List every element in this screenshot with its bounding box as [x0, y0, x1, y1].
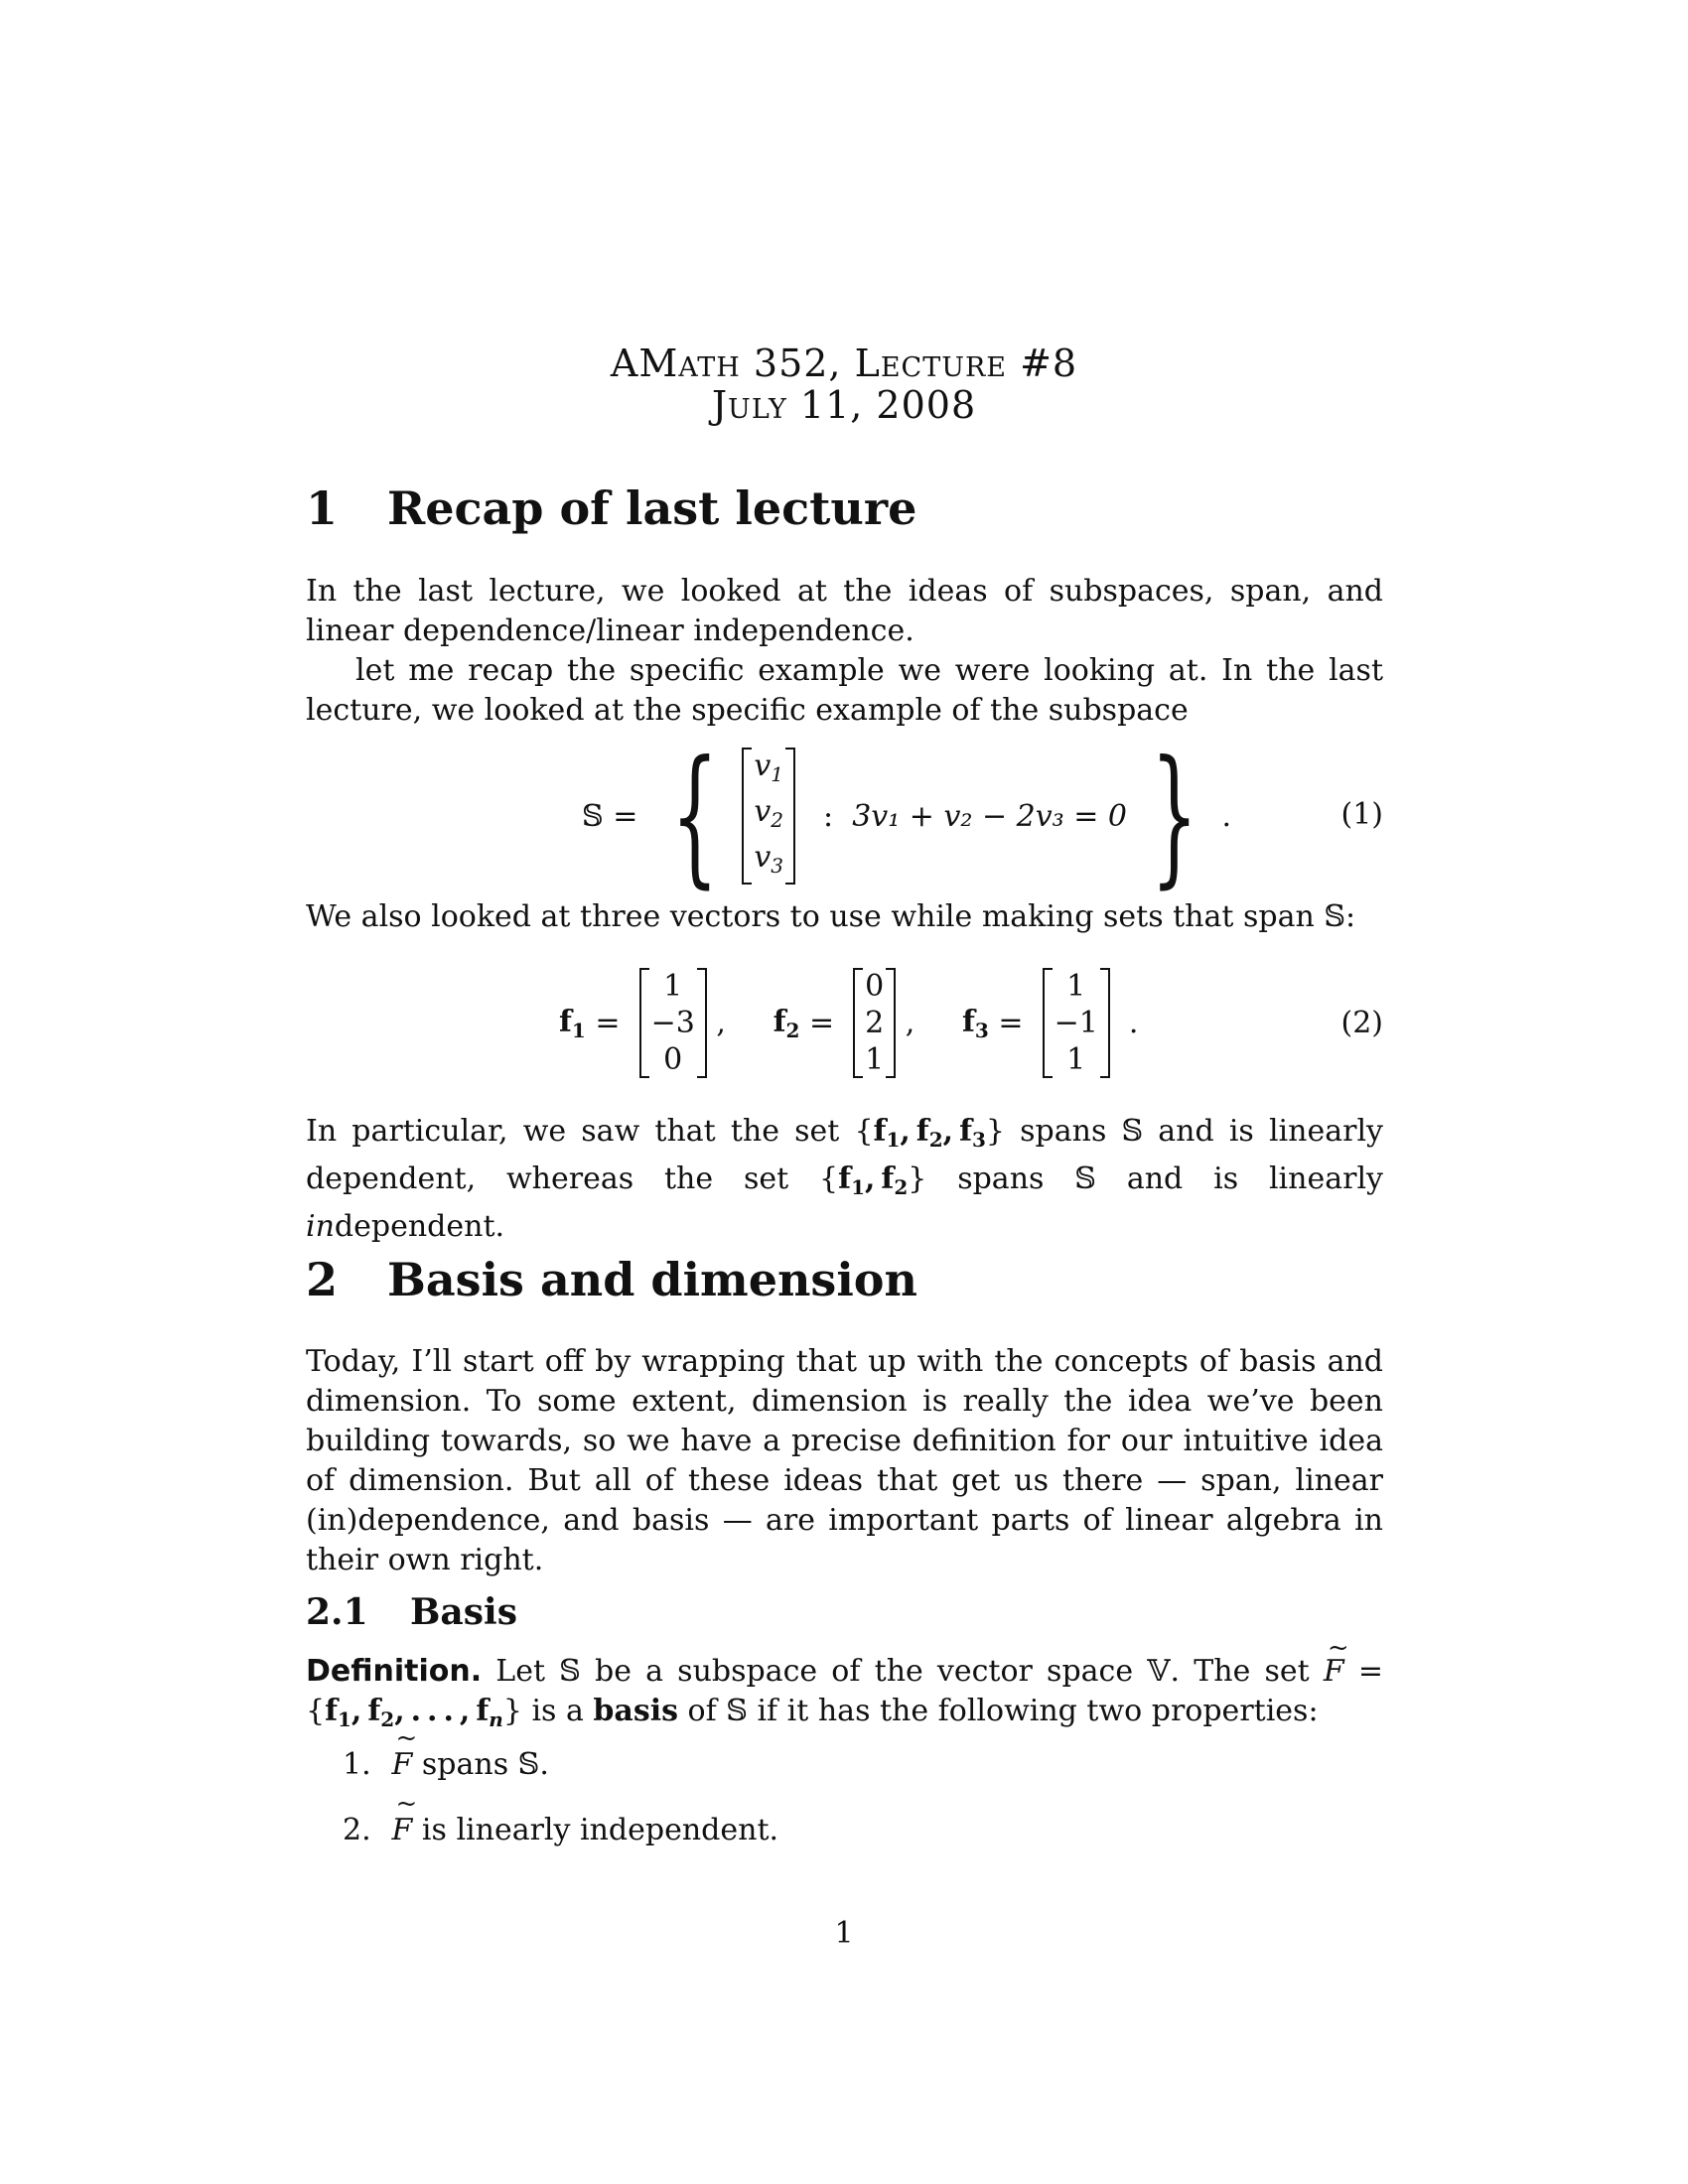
section-1-body-2	[306, 897, 1383, 937]
paragraph: let me recap the specific example we were looking at. In the last lecture, we looked at the specific example of the subspace	[306, 653, 1383, 728]
document-title: AMath 352, Lecture #8	[610, 341, 1078, 385]
section-title: Recap of last lecture	[387, 481, 917, 535]
vector-f1: 1 −3 0	[639, 968, 707, 1078]
section-1-body	[306, 572, 1383, 731]
section-1-heading	[306, 481, 1383, 535]
paragraph: In particular, we saw that the set {$f_1$, $f_2$, $f_3$} spans 𝕊 and is linearly dependent, whereas the set {$f_1$, $f_2$} spans 𝕊 and is linearly independent.	[306, 1114, 1383, 1244]
list-item: 1. ~ F spans 𝕊.	[343, 1747, 549, 1782]
section-1-body-3	[306, 1112, 1383, 1247]
subsection-2-1-heading	[306, 1591, 1383, 1633]
section-number: 1	[306, 481, 339, 535]
equation-number: (2)	[1340, 1006, 1383, 1040]
equation-number: (1)	[1340, 797, 1383, 832]
vector-f2: 0 2 1	[853, 968, 896, 1078]
subsection-number: 2.1	[306, 1591, 368, 1633]
section-2-body	[306, 1342, 1383, 1580]
document-title-block	[0, 342, 1688, 426]
definition: Definition. Let 𝕊 be a subspace of the vector space 𝕍. The set ~ $F = \{f_1$, $f_2$, . . . , $f_n$} is a basis of 𝕊 if it has the following two properties:	[306, 1652, 1383, 1739]
set-condition: 3v₁ + v₂ − 2v₃ = 0	[852, 798, 1127, 834]
vector-f3: 1 −1 1	[1043, 968, 1110, 1078]
set-symbol: 𝕊 =	[582, 798, 647, 834]
paragraph: Today, I’ll start off by wrapping that up with the concepts of basis and dimension. To some extent, dimension is really the idea we’ve been building towards, so we have a precise definition for our intuitive idea of dimension. But all of these ideas that get us there — span, linear (in)dependence, and basis — are important parts of linear algebra in their own right.	[306, 1344, 1383, 1577]
right-brace: }	[1150, 730, 1198, 902]
vector-v: $v_1$ $v_2$ $v_3$	[742, 748, 795, 885]
definition-label: Definition.	[306, 1654, 483, 1689]
section-number: 2	[306, 1253, 339, 1306]
section-title: Basis and dimension	[387, 1253, 917, 1306]
left-brace: {	[670, 730, 719, 902]
equation-2: $f_1$ = 1 −3 0 , $f_2$ = 0 2 1 , $f_3$ = 1 −1 1 . (2)	[559, 969, 1383, 1077]
list-item: 2. ~ F is linearly independent.	[343, 1813, 778, 1847]
document-date: July 11, 2008	[711, 383, 977, 427]
subsection-title: Basis	[410, 1591, 517, 1633]
page-number: 1	[834, 1916, 854, 1951]
paragraph: In the last lecture, we looked at the ideas of subspaces, span, and linear dependence/linear independence.	[306, 574, 1383, 648]
section-2-heading	[306, 1253, 1383, 1306]
paragraph: We also looked at three vectors to use while making sets that span 𝕊:	[306, 899, 1356, 934]
equation-1: 𝕊 = { $v_1$ $v_2$ $v_3$ : 3v₁ + v₂ − 2v₃ = 0 } . (1)	[582, 730, 1383, 902]
